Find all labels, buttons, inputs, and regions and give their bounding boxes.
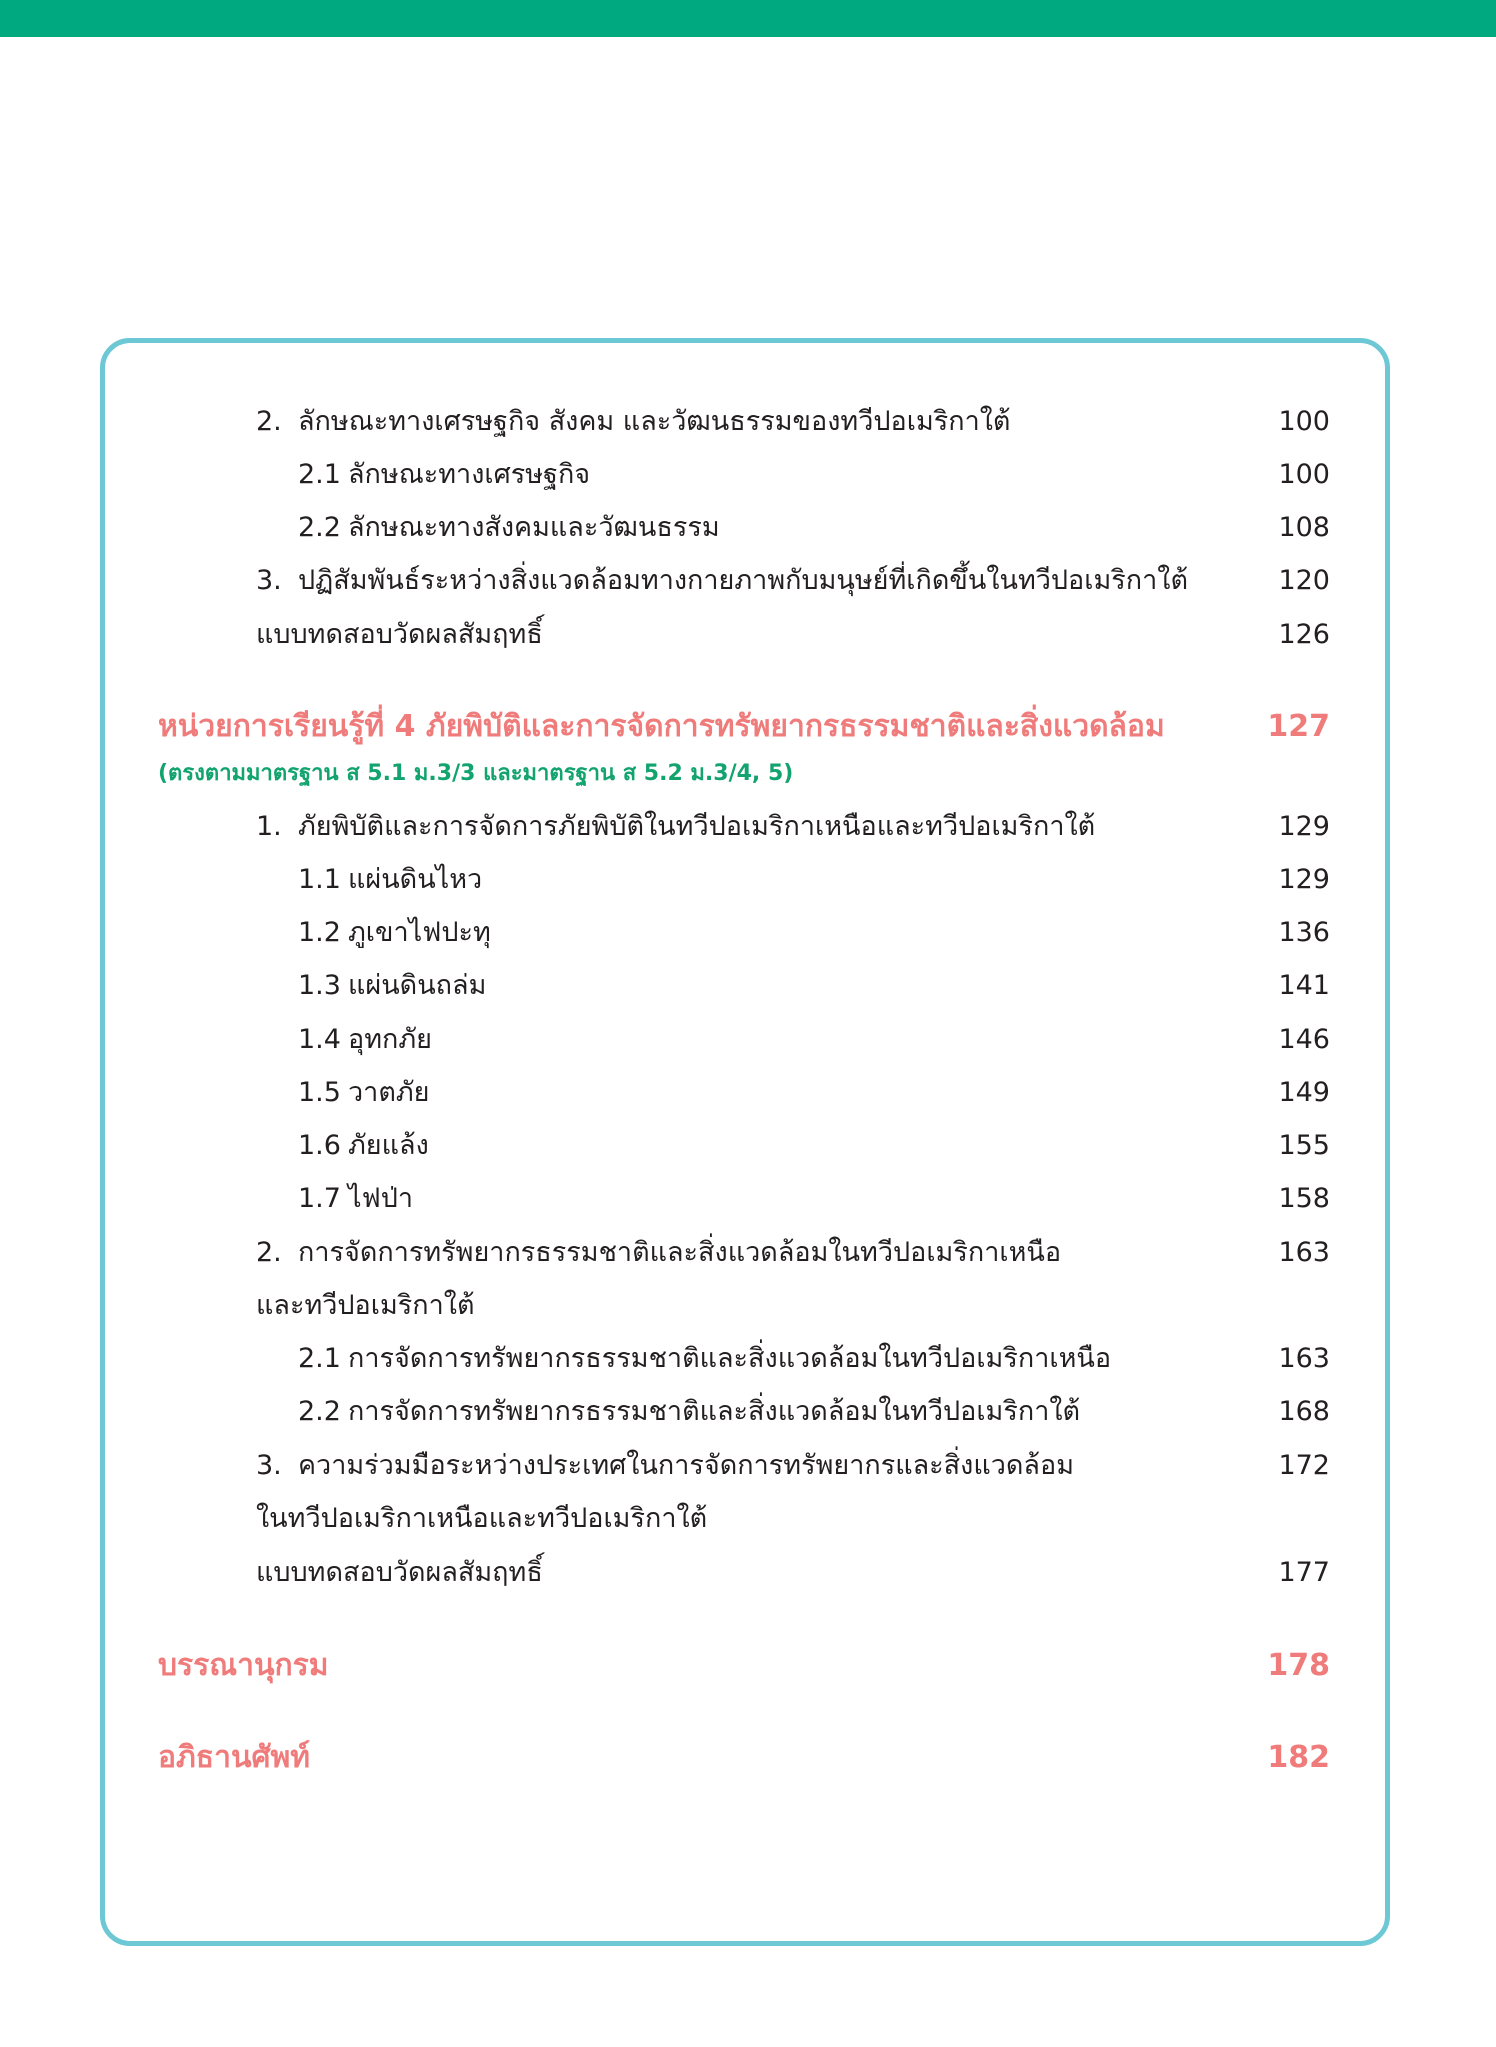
toc-entry-number: 2.: [256, 1237, 282, 1268]
toc-entry-row[interactable]: [0, 608, 1496, 662]
toc-entry-text: แผ่นดินไหว: [348, 864, 483, 895]
toc-entry-label: [256, 608, 543, 662]
toc-entry-text: ลักษณะทางเศรษฐกิจ สังคม และวัฒนธรรมของทวีปอเมริกาใต้: [298, 406, 1011, 437]
toc-heading-row[interactable]: [0, 1731, 1496, 1785]
toc-entry-text: การจัดการทรัพยากรธรรมชาติและสิ่งแวดล้อมในทวีปอเมริกาเหนือ: [298, 1237, 1062, 1268]
toc-entry-number: 1.4: [298, 1024, 341, 1055]
toc-page-number: 100: [1278, 406, 1330, 437]
toc-entry-label: [158, 1731, 310, 1785]
toc-entry-row[interactable]: [0, 395, 1496, 449]
toc-entry-row[interactable]: [0, 1226, 1496, 1280]
toc-entry-row[interactable]: [0, 1385, 1496, 1439]
toc-entry-text: ปฏิสัมพันธ์ระหว่างสิ่งแวดล้อมทางกายภาพกับมนุษย์ที่เกิดขึ้นในทวีปอเมริกาใต้: [298, 565, 1189, 596]
toc-heading-row[interactable]: [0, 700, 1496, 754]
toc-page-number: 141: [1278, 970, 1330, 1001]
toc-entry-label: [298, 1385, 1080, 1439]
toc-page-number: 120: [1278, 565, 1330, 596]
toc-entry-label: [256, 1546, 543, 1600]
toc-entry-label: [298, 448, 590, 502]
toc-entry-row[interactable]: [0, 448, 1496, 502]
top-color-bar: [0, 0, 1496, 37]
toc-page-number: 172: [1278, 1450, 1330, 1481]
toc-entry-row[interactable]: [0, 1066, 1496, 1120]
toc-entry-number: 1.: [256, 811, 282, 842]
toc-entry-text: การจัดการทรัพยากรธรรมชาติและสิ่งแวดล้อมในทวีปอเมริกาใต้: [348, 1396, 1081, 1427]
toc-entry-text: ไฟป่า: [348, 1183, 413, 1214]
toc-entry-row[interactable]: [0, 959, 1496, 1013]
toc-page-number: 100: [1278, 459, 1330, 490]
toc-entry-text: ลักษณะทางสังคมและวัฒนธรรม: [348, 512, 720, 543]
toc-entry-label: [256, 1279, 475, 1333]
toc-page-number: 163: [1278, 1237, 1330, 1268]
toc-entry-row[interactable]: [0, 1546, 1496, 1600]
toc-entry-text: วาตภัย: [348, 1077, 430, 1108]
toc-entry-row[interactable]: [0, 501, 1496, 555]
toc-entry-label: [298, 501, 720, 555]
toc-entry-label: [158, 1639, 329, 1693]
toc-entry-row[interactable]: [0, 800, 1496, 854]
toc-page-number: 126: [1278, 619, 1330, 650]
toc-entry-number: 2.2: [298, 512, 341, 543]
toc-entry-number: 1.6: [298, 1130, 341, 1161]
toc-entry-label: [256, 554, 1188, 608]
toc-entry-text: ภัยแล้ง: [348, 1130, 429, 1161]
toc-entry-row[interactable]: [0, 1119, 1496, 1173]
toc-page-number: 127: [1267, 709, 1330, 744]
toc-entry-row[interactable]: [0, 906, 1496, 960]
toc-entry-text: แบบทดสอบวัดผลสัมฤทธิ์: [256, 1557, 543, 1588]
toc-entry-label: [298, 1066, 429, 1120]
toc-entry-number: 3.: [256, 1450, 282, 1481]
toc-page-number: 163: [1278, 1343, 1330, 1374]
toc-entry-text: อุทกภัย: [348, 1024, 432, 1055]
toc-entry-number: 1.5: [298, 1077, 341, 1108]
toc-entry-text: บรรณานุกรม: [158, 1648, 329, 1683]
toc-page-number: 182: [1267, 1740, 1330, 1775]
toc-entry-row[interactable]: [0, 1279, 1496, 1333]
toc-entry-label: [298, 1119, 429, 1173]
toc-entry-label: [256, 1492, 707, 1546]
toc-page-number: 149: [1278, 1077, 1330, 1108]
toc-entry-label: [298, 959, 486, 1013]
toc-entry-text: ภูเขาไฟปะทุ: [348, 917, 491, 948]
toc-entry-label: [298, 906, 491, 960]
toc-page-number: 129: [1278, 864, 1330, 895]
toc-entry-label: [298, 853, 482, 907]
toc-entry-number: 2.2: [298, 1396, 341, 1427]
toc-page-number: 129: [1278, 811, 1330, 842]
toc-entry-number: 1.3: [298, 970, 341, 1001]
toc-entry-row[interactable]: [0, 1013, 1496, 1067]
toc-page-number: 168: [1278, 1396, 1330, 1427]
toc-entry-text: ความร่วมมือระหว่างประเทศในการจัดการทรัพยากรและสิ่งแวดล้อม: [298, 1450, 1074, 1481]
toc-page-number: 158: [1278, 1183, 1330, 1214]
toc-page-number: 136: [1278, 917, 1330, 948]
toc-entry-text: อภิธานศัพท์: [158, 1740, 311, 1775]
toc-entry-label: [298, 1332, 1111, 1386]
toc-entry-label: [158, 700, 1165, 754]
toc-entry-label: [256, 800, 1095, 854]
toc-entry-number: 2.1: [298, 459, 341, 490]
toc-entry-label: [298, 1013, 432, 1067]
toc-entry-row[interactable]: [0, 1492, 1496, 1546]
toc-entry-number: 2.: [256, 406, 282, 437]
toc-entry-number: 1.7: [298, 1183, 341, 1214]
toc-heading-row[interactable]: [0, 1639, 1496, 1693]
toc-entry-text: แผ่นดินถล่ม: [348, 970, 487, 1001]
toc-page-number: 108: [1278, 512, 1330, 543]
toc-entry-number: 3.: [256, 565, 282, 596]
toc-entry-text: การจัดการทรัพยากรธรรมชาติและสิ่งแวดล้อมในทวีปอเมริกาเหนือ: [348, 1343, 1112, 1374]
toc-entry-text: ลักษณะทางเศรษฐกิจ: [348, 459, 591, 490]
toc-entry-label: [256, 1439, 1074, 1493]
toc-entry-label: [256, 1226, 1061, 1280]
toc-entry-number: 2.1: [298, 1343, 341, 1374]
toc-page-number: 146: [1278, 1024, 1330, 1055]
toc-entry-number: 1.1: [298, 864, 341, 895]
toc-page-number: 178: [1267, 1648, 1330, 1683]
toc-entry-row[interactable]: [0, 554, 1496, 608]
toc-page-number: 177: [1278, 1557, 1330, 1588]
toc-entry-row[interactable]: [0, 1332, 1496, 1386]
toc-entry-text: ในทวีปอเมริกาเหนือและทวีปอเมริกาใต้: [256, 1503, 708, 1534]
unit-standards-note: (ตรงตามมาตรฐาน ส 5.1 ม.3/3 และมาตรฐาน ส 5.2 ม.3/4, 5): [158, 761, 794, 786]
toc-entry-text: แบบทดสอบวัดผลสัมฤทธิ์: [256, 619, 543, 650]
toc-entry-label: [298, 1172, 413, 1226]
toc-entry-row[interactable]: [0, 1172, 1496, 1226]
toc-entry-text: และทวีปอเมริกาใต้: [256, 1290, 475, 1321]
toc-page-number: 155: [1278, 1130, 1330, 1161]
toc-entry-number: 1.2: [298, 917, 341, 948]
toc-entry-text: หน่วยการเรียนรู้ที่ 4 ภัยพิบัติและการจัดการทรัพยากรธรรมชาติและสิ่งแวดล้อม: [158, 709, 1165, 744]
toc-entry-label: [256, 395, 1010, 449]
toc-entry-row[interactable]: [0, 853, 1496, 907]
toc-entry-text: ภัยพิบัติและการจัดการภัยพิบัติในทวีปอเมริกาเหนือและทวีปอเมริกาใต้: [298, 811, 1096, 842]
toc-entry-row[interactable]: [0, 1439, 1496, 1493]
